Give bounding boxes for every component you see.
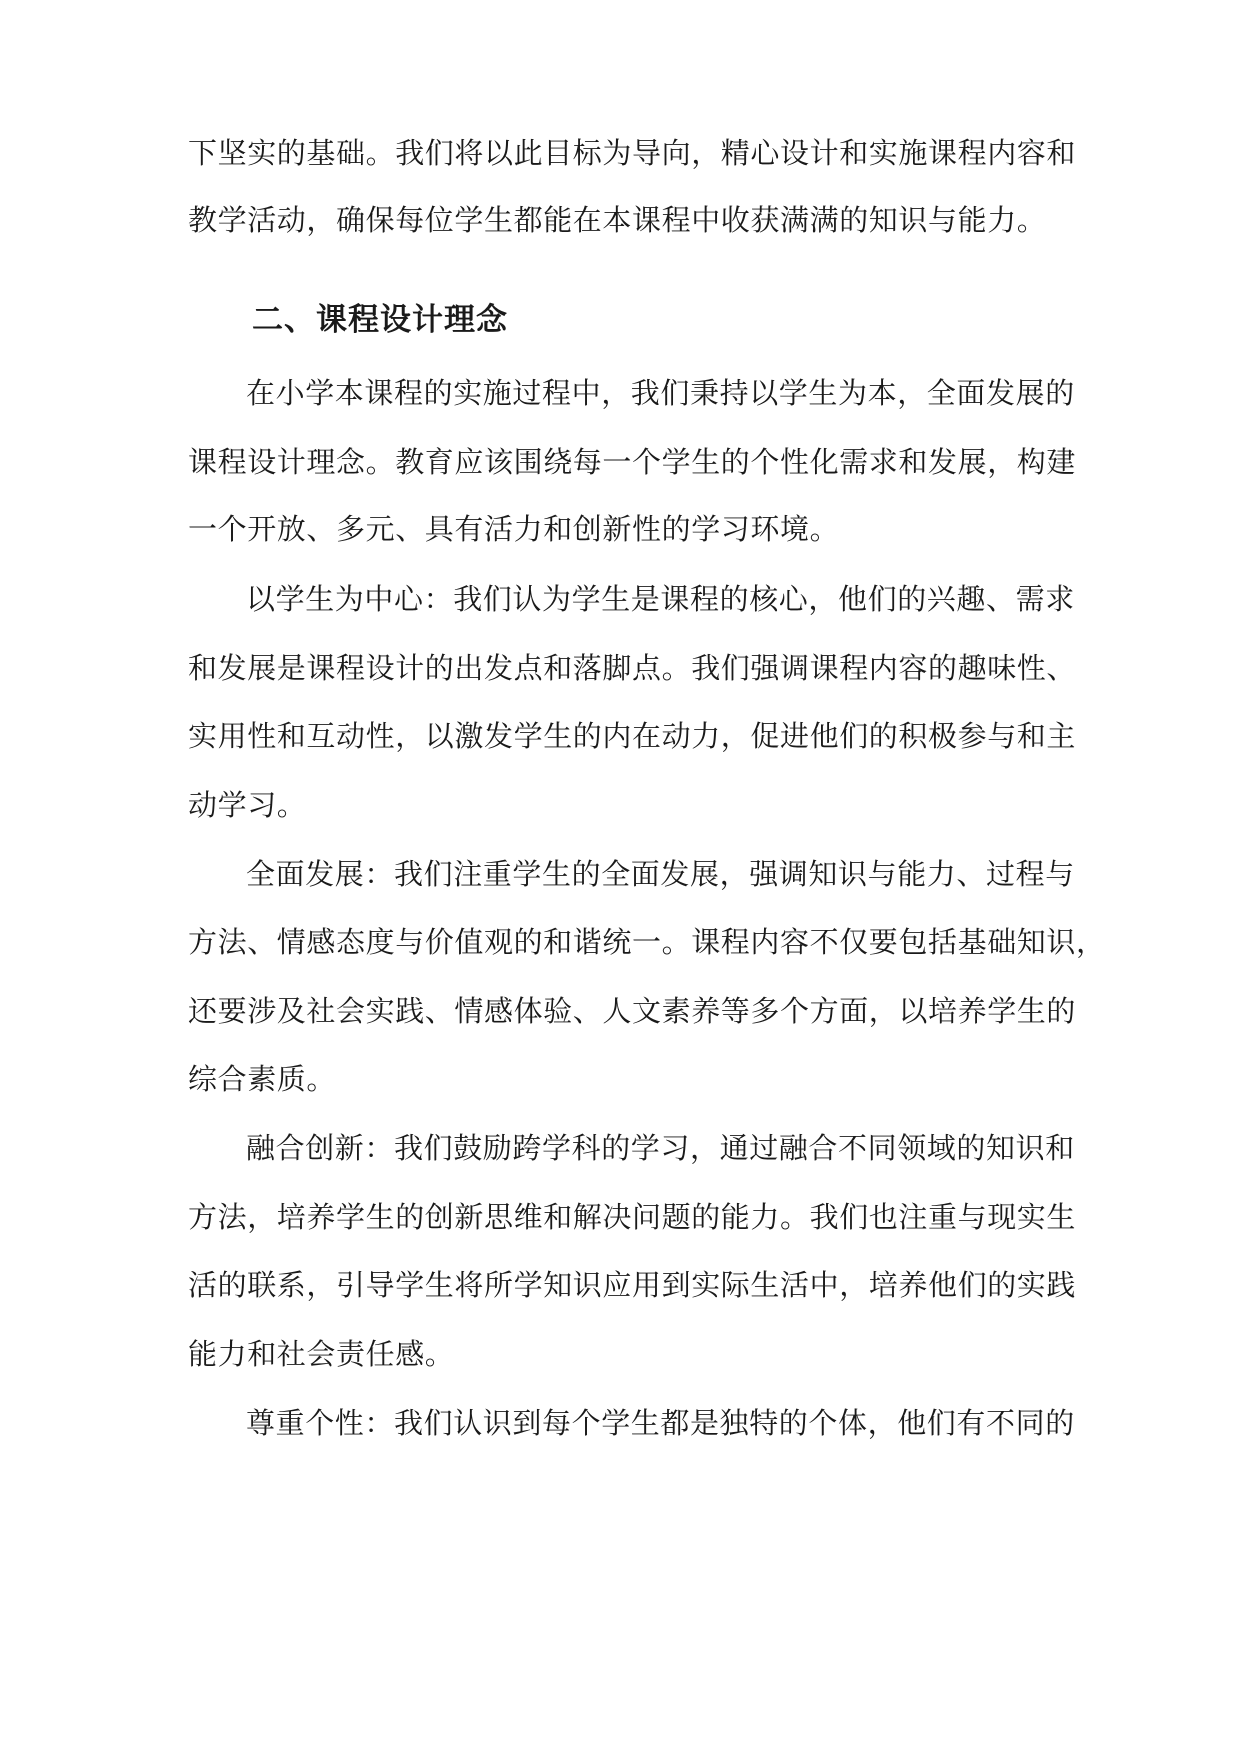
paragraph-4-line-3: 活的联系，引导学生将所学知识应用到实际生活中，培养他们的实践 xyxy=(188,1268,1077,1302)
paragraph-1-line-2: 课程设计理念。教育应该围绕每一个学生的个性化需求和发展，构建 xyxy=(188,445,1077,479)
paragraph-1-line-1: 在小学本课程的实施过程中，我们秉持以学生为本，全面发展的 xyxy=(246,376,1075,410)
paragraph-2-line-1: 以学生为中心：我们认为学生是课程的核心，他们的兴趣、需求 xyxy=(246,582,1075,616)
paragraph-2-line-4: 动学习。 xyxy=(188,788,307,822)
section-heading: 二、课程设计理念 xyxy=(252,302,508,338)
paragraph-4-line-4: 能力和社会责任感。 xyxy=(188,1337,455,1371)
intro-line-2: 教学活动，确保每位学生都能在本课程中收获满满的知识与能力。 xyxy=(188,203,1047,237)
paragraph-4-line-1: 融合创新：我们鼓励跨学科的学习，通过融合不同领域的知识和 xyxy=(246,1131,1075,1165)
paragraph-2-line-2: 和发展是课程设计的出发点和落脚点。我们强调课程内容的趣味性、 xyxy=(188,651,1077,685)
paragraph-3-line-2: 方法、情感态度与价值观的和谐统一。课程内容不仅要包括基础知识， xyxy=(188,925,1106,959)
paragraph-3-line-1: 全面发展：我们注重学生的全面发展，强调知识与能力、过程与 xyxy=(246,857,1075,891)
paragraph-3-line-4: 综合素质。 xyxy=(188,1062,337,1096)
paragraph-5-line-1: 尊重个性：我们认识到每个学生都是独特的个体，他们有不同的 xyxy=(246,1406,1075,1440)
paragraph-4-line-2: 方法，培养学生的创新思维和解决问题的能力。我们也注重与现实生 xyxy=(188,1200,1077,1234)
paragraph-1-line-3: 一个开放、多元、具有活力和创新性的学习环境。 xyxy=(188,512,840,546)
paragraph-3-line-3: 还要涉及社会实践、情感体验、人文素养等多个方面，以培养学生的 xyxy=(188,994,1077,1028)
paragraph-2-line-3: 实用性和互动性，以激发学生的内在动力，促进他们的积极参与和主 xyxy=(188,719,1077,753)
intro-line-1: 下坚实的基础。我们将以此目标为导向，精心设计和实施课程内容和 xyxy=(188,136,1077,170)
